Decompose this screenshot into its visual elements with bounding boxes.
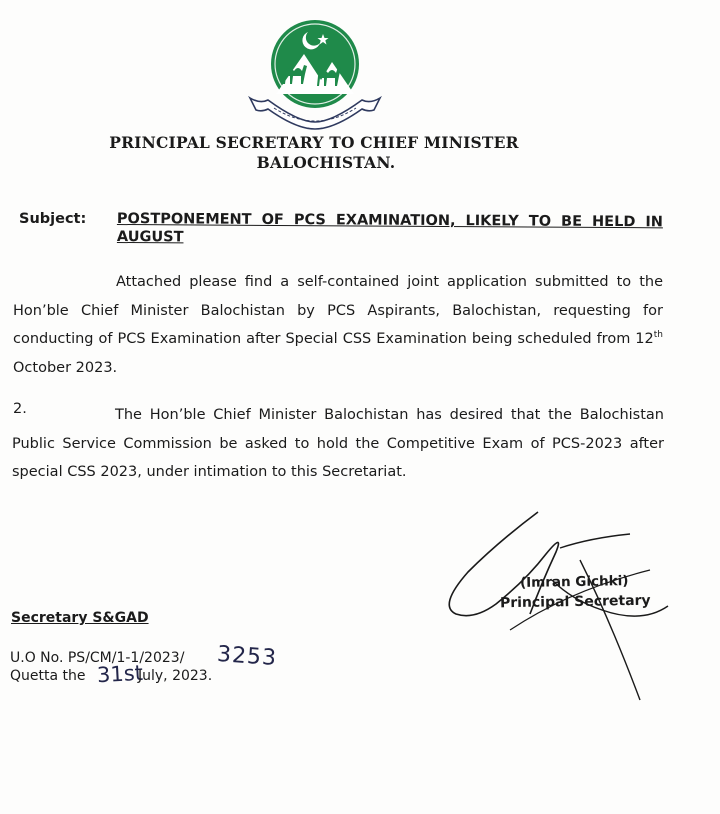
addressee: Secretary S&GAD <box>11 610 149 626</box>
paragraph-1-superscript: th <box>653 330 663 341</box>
signatory-name: (Imran Gichki) <box>519 573 629 591</box>
place-label: Quetta the <box>10 668 86 684</box>
signatory-title: Principal Secretary <box>499 592 651 612</box>
uo-number: U.O No. PS/CM/1-1/2023/ <box>10 650 185 666</box>
subject-line-1: POSTPONEMENT OF PCS EXAMINATION, LIKELY TO BE HELD IN <box>116 211 663 231</box>
paragraph-2-number: 2. <box>13 401 27 417</box>
paragraph-2 <box>12 401 664 487</box>
paragraph-2-text: The Hon’ble Chief Minister Balochistan has desired that the Balochistan Public Service Commission be asked to hold the Competitive Exam of PCS-2023 after special CSS 2023, under intimation to this Secretariat. <box>12 407 664 480</box>
paragraph-1 <box>13 268 663 382</box>
subject-label: Subject: <box>19 211 87 227</box>
subject-line-2: AUGUST <box>116 229 184 246</box>
handwritten-date: 31st <box>96 660 144 688</box>
letterhead-province: BALOCHISTAN. <box>256 153 396 172</box>
uo-handwritten-number: 3253 <box>216 641 278 672</box>
paragraph-1-text-end: October 2023. <box>13 359 118 376</box>
balochistan-government-emblem-icon <box>246 18 384 134</box>
date-month-year: July, 2023. <box>138 668 213 684</box>
letterhead-title: PRINCIPAL SECRETARY TO CHIEF MINISTER <box>109 133 519 152</box>
paragraph-1-text: Attached please find a self-contained joint application submitted to the Hon’ble Chief Minister Balochistan by PCS Aspirants, Balochistan, requesting for conducting of PCS Examination after Special CSS Examination being scheduled from 12 <box>13 274 663 347</box>
